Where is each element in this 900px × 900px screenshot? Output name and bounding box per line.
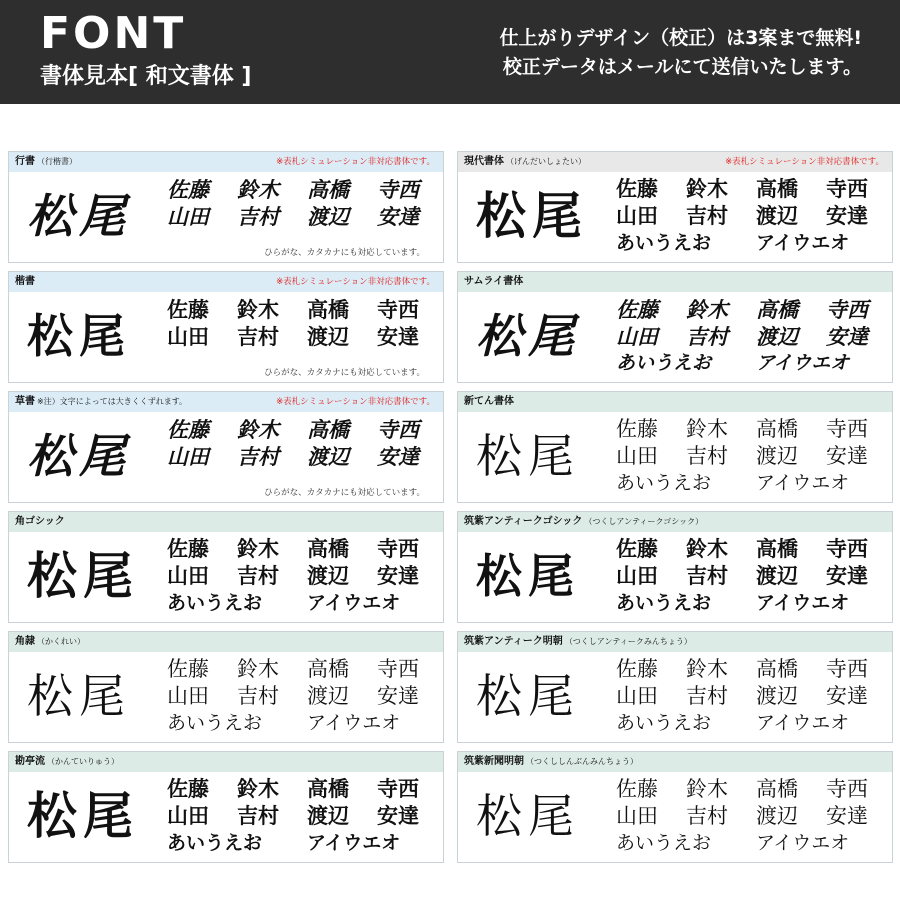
sample-surname: 松尾 (27, 189, 131, 243)
sample-name: 寺西 (377, 177, 419, 202)
sample-name: 鈴木 (686, 777, 728, 801)
sample-names (616, 776, 896, 857)
page-subtitle: 書体見本[ 和文書体 ] (40, 64, 252, 89)
sample-name: 渡辺 (307, 564, 349, 588)
sample-name: 渡辺 (307, 324, 349, 349)
sample-name: 山田 (616, 804, 658, 828)
sample-name: 鈴木 (237, 537, 279, 561)
font-card-samurai (457, 271, 893, 383)
sample-name: 寺西 (826, 177, 868, 201)
sample-surname: 松尾 (27, 547, 139, 605)
sample-name: 佐藤 (167, 537, 209, 561)
kana-support-note: ひらがな、カタカナにも対応しています。 (264, 488, 425, 498)
sample-name: 山田 (616, 324, 658, 349)
sample-name: 鈴木 (686, 177, 728, 201)
card-header (458, 512, 892, 532)
sample-names (167, 536, 447, 617)
font-name: 筑紫新聞明朝 (464, 756, 524, 767)
sample-name: 佐藤 (616, 417, 658, 441)
sample-name: 佐藤 (616, 777, 658, 801)
proof-note-line1: 仕上がりデザイン（校正）は3案まで無料! (499, 27, 862, 49)
sample-name: 吉村 (237, 444, 279, 469)
sample-name: 安達 (826, 564, 868, 588)
sample-name: 山田 (616, 564, 658, 588)
simulation-warning: ※表札シミュレーション非対応書体です。 (276, 277, 435, 287)
sample-names (616, 656, 896, 737)
sample-name: 山田 (167, 564, 209, 588)
kana-support-note: ひらがな、カタカナにも対応しています。 (264, 248, 425, 258)
card-header (9, 152, 443, 172)
sample-name: 鈴木 (237, 657, 279, 681)
sample-hiragana: あいうえお (167, 832, 263, 854)
sample-name: 寺西 (377, 777, 419, 801)
sample-name: 鈴木 (237, 777, 279, 801)
sample-hiragana: あいうえお (616, 352, 712, 374)
sample-name: 渡辺 (307, 804, 349, 828)
header-banner (0, 0, 900, 104)
sample-surname: 松尾 (476, 669, 580, 723)
sample-name: 鈴木 (237, 177, 279, 202)
kana-support-note: ひらがな、カタカナにも対応しています。 (264, 368, 425, 378)
sample-name: 佐藤 (167, 777, 209, 801)
sample-name: 寺西 (826, 297, 868, 322)
sample-katakana: アイウエオ (307, 712, 401, 734)
sample-name: 渡辺 (307, 204, 349, 229)
sample-surname: 松尾 (476, 549, 580, 603)
sample-names (167, 776, 447, 857)
sample-name: 高橋 (307, 537, 349, 561)
proof-note-line2: 校正データはメールにて送信いたします。 (502, 56, 862, 78)
sample-name: 佐藤 (616, 297, 658, 322)
sample-name: 鈴木 (686, 657, 728, 681)
sample-name: 鈴木 (686, 537, 728, 561)
font-card-shinten (457, 391, 893, 503)
sample-name: 高橋 (307, 297, 349, 322)
sample-name: 寺西 (377, 537, 419, 561)
font-note: （行楷書） (37, 157, 77, 166)
sample-surname: 松尾 (476, 429, 580, 483)
sample-name: 渡辺 (307, 684, 349, 708)
font-card-kaisho (8, 271, 444, 383)
font-name: 角隷 (15, 636, 35, 647)
sample-katakana: アイウエオ (307, 592, 401, 614)
font-card-sousho (8, 391, 444, 503)
sample-name: 寺西 (826, 777, 868, 801)
font-name: 草書 (15, 396, 35, 407)
font-name: 角ゴシック (15, 516, 65, 527)
font-name: 現代書体 (464, 156, 504, 167)
font-card-tsukushi-antique-gothic (457, 511, 893, 623)
sample-name: 安達 (826, 324, 868, 349)
sample-name: 佐藤 (167, 417, 209, 442)
sample-name: 山田 (167, 684, 209, 708)
card-header (9, 392, 443, 412)
sample-name: 鈴木 (237, 417, 279, 442)
sample-name: 山田 (167, 204, 209, 229)
font-note: ※注）文字によっては大きくくずれます。 (37, 397, 188, 406)
sample-name: 高橋 (756, 657, 798, 681)
sample-names (616, 176, 896, 257)
proof-note (499, 24, 862, 82)
font-name: サムライ書体 (464, 276, 524, 287)
sample-name: 高橋 (307, 657, 349, 681)
card-header (458, 152, 892, 172)
sample-surname: 松尾 (27, 309, 131, 363)
sample-name: 安達 (377, 324, 419, 349)
sample-name: 佐藤 (616, 177, 658, 201)
sample-hiragana: あいうえお (167, 592, 263, 614)
sample-katakana: アイウエオ (756, 352, 850, 374)
sample-name: 寺西 (826, 657, 868, 681)
page-title: FONT (40, 8, 187, 59)
sample-name: 高橋 (307, 777, 349, 801)
sample-name: 山田 (616, 684, 658, 708)
sample-name: 佐藤 (167, 177, 209, 202)
sample-hiragana: あいうえお (616, 712, 712, 734)
card-header (458, 392, 892, 412)
sample-name: 安達 (826, 204, 868, 228)
sample-name: 安達 (377, 804, 419, 828)
font-card-kanteiryu (8, 751, 444, 863)
sample-name: 高橋 (307, 177, 349, 202)
sample-name: 寺西 (826, 417, 868, 441)
card-header (9, 512, 443, 532)
sample-name: 吉村 (686, 684, 728, 708)
sample-name: 高橋 (756, 777, 798, 801)
sample-name: 山田 (616, 204, 658, 228)
sample-name: 鈴木 (686, 417, 728, 441)
sample-name: 佐藤 (167, 297, 209, 322)
sample-katakana: アイウエオ (756, 712, 850, 734)
sample-name: 山田 (616, 444, 658, 468)
font-card-tsukushi-shinbun-mincho (457, 751, 893, 863)
font-note: （かくれい） (37, 637, 85, 646)
card-header (458, 272, 892, 292)
sample-name: 鈴木 (686, 297, 728, 322)
sample-name: 佐藤 (616, 537, 658, 561)
sample-name: 山田 (167, 444, 209, 469)
sample-name: 山田 (167, 324, 209, 349)
sample-name: 寺西 (377, 417, 419, 442)
sample-names (167, 296, 447, 350)
font-note: （つくしアンティークみんちょう） (564, 637, 692, 646)
font-note: （つくししんぶんみんちょう） (526, 757, 638, 766)
sample-name: 佐藤 (167, 657, 209, 681)
sample-hiragana: あいうえお (616, 592, 712, 614)
sample-name: 山田 (167, 804, 209, 828)
sample-name: 渡辺 (756, 564, 798, 588)
sample-name: 吉村 (686, 444, 728, 468)
sample-name: 寺西 (377, 657, 419, 681)
sample-name: 渡辺 (756, 204, 798, 228)
sample-katakana: アイウエオ (756, 232, 850, 254)
sample-surname: 松尾 (27, 669, 131, 723)
font-card-tsukushi-antique-mincho (457, 631, 893, 743)
sample-name: 佐藤 (616, 657, 658, 681)
card-header (9, 752, 443, 772)
sample-hiragana: あいうえお (167, 712, 263, 734)
font-card-kaku-gothic (8, 511, 444, 623)
card-header (9, 632, 443, 652)
sample-surname: 松尾 (476, 309, 580, 363)
card-header (458, 752, 892, 772)
sample-name: 渡辺 (756, 684, 798, 708)
font-name: 行書 (15, 156, 35, 167)
sample-name: 渡辺 (307, 444, 349, 469)
sample-surname: 松尾 (27, 787, 139, 845)
sample-katakana: アイウエオ (756, 472, 850, 494)
sample-katakana: アイウエオ (307, 832, 401, 854)
sample-name: 渡辺 (756, 324, 798, 349)
font-note: （つくしアンティークゴシック） (584, 517, 704, 526)
sample-name: 安達 (826, 684, 868, 708)
font-card-kakurei (8, 631, 444, 743)
sample-name: 高橋 (756, 537, 798, 561)
sample-name: 寺西 (377, 297, 419, 322)
sample-name: 吉村 (686, 804, 728, 828)
card-header (9, 272, 443, 292)
sample-names (167, 416, 447, 470)
font-name: 新てん書体 (464, 396, 514, 407)
font-name: 筑紫アンティーク明朝 (464, 636, 563, 647)
sample-name: 吉村 (237, 804, 279, 828)
sample-katakana: アイウエオ (756, 592, 850, 614)
sample-name: 寺西 (826, 537, 868, 561)
sample-name: 安達 (826, 444, 868, 468)
sample-name: 吉村 (237, 324, 279, 349)
font-card-gyousho (8, 151, 444, 263)
sample-surname: 松尾 (476, 187, 588, 245)
sample-name: 安達 (377, 684, 419, 708)
sample-name: 高橋 (756, 417, 798, 441)
sample-name: 吉村 (686, 204, 728, 228)
sample-name: 吉村 (686, 564, 728, 588)
sample-name: 安達 (377, 204, 419, 229)
sample-hiragana: あいうえお (616, 832, 712, 854)
sample-names (616, 416, 896, 497)
sample-surname: 松尾 (476, 789, 580, 843)
simulation-warning: ※表札シミュレーション非対応書体です。 (276, 397, 435, 407)
sample-name: 渡辺 (756, 804, 798, 828)
font-name: 楷書 (15, 276, 35, 287)
font-note: （げんだいしょたい） (506, 157, 586, 166)
sample-name: 高橋 (756, 177, 798, 201)
sample-name: 高橋 (307, 417, 349, 442)
sample-name: 吉村 (237, 564, 279, 588)
sample-hiragana: あいうえお (616, 232, 712, 254)
sample-names (616, 536, 896, 617)
font-card-gendai (457, 151, 893, 263)
sample-names (167, 656, 447, 737)
font-name: 勘亭流 (15, 756, 45, 767)
sample-name: 安達 (377, 444, 419, 469)
sample-katakana: アイウエオ (756, 832, 850, 854)
sample-name: 渡辺 (756, 444, 798, 468)
sample-surname: 松尾 (27, 429, 131, 483)
sample-name: 鈴木 (237, 297, 279, 322)
font-note: （かんていりゅう） (47, 757, 119, 766)
sample-names (616, 296, 896, 377)
card-header (458, 632, 892, 652)
font-name: 筑紫アンティークゴシック (464, 516, 583, 527)
sample-name: 安達 (377, 564, 419, 588)
sample-names (167, 176, 447, 230)
sample-hiragana: あいうえお (616, 472, 712, 494)
sample-name: 吉村 (686, 324, 728, 349)
sample-name: 高橋 (756, 297, 798, 322)
sample-name: 吉村 (237, 684, 279, 708)
simulation-warning: ※表札シミュレーション非対応書体です。 (276, 157, 435, 167)
sample-name: 吉村 (237, 204, 279, 229)
sample-name: 安達 (826, 804, 868, 828)
simulation-warning: ※表札シミュレーション非対応書体です。 (725, 157, 884, 167)
